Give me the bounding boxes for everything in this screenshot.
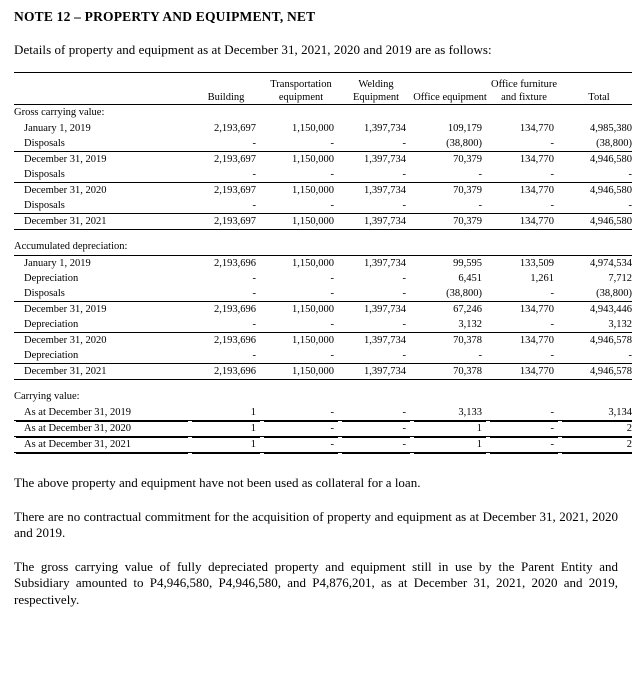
cell-office-furniture: 134,770 — [519, 335, 554, 346]
cell-office-furniture: 134,770 — [488, 364, 560, 380]
cell-total: (38,800) — [560, 286, 632, 302]
cell-welding: 1,397,734 — [364, 123, 406, 134]
cell-office-equipment: 70,379 — [453, 154, 482, 165]
table-row — [14, 214, 632, 230]
cell-transportation: - — [262, 198, 340, 214]
cell-transportation: 1,150,000 — [292, 304, 334, 315]
cell-office-equipment: 3,132 — [412, 317, 488, 333]
cell-building: - — [190, 167, 262, 183]
row-label: Disposals — [14, 136, 190, 152]
cell-welding: 1,397,734 — [364, 304, 406, 315]
cell-welding: - — [340, 198, 412, 214]
cell-building: 2,193,696 — [214, 335, 256, 346]
row-label: Disposals — [14, 286, 190, 302]
table-row — [14, 405, 632, 421]
cell-office-equipment: 1 — [412, 421, 488, 437]
cell-office-equipment: 70,378 — [453, 335, 482, 346]
cell-total: 4,946,580 — [590, 185, 632, 196]
section-title-carrying: Carrying value: — [14, 391, 80, 402]
row-label: As at December 31, 2019 — [14, 405, 190, 421]
cell-transportation: - — [262, 317, 340, 333]
section-gap — [14, 230, 632, 240]
cell-welding: - — [340, 167, 412, 183]
cell-office-furniture: - — [488, 317, 560, 333]
header-office-equipment-line1 — [412, 78, 488, 91]
cell-welding: - — [340, 286, 412, 302]
cell-building: - — [252, 273, 256, 284]
cell-total: - — [560, 198, 632, 214]
header-blank-2 — [14, 91, 190, 105]
table-row — [14, 437, 632, 453]
cell-office-furniture: 134,770 — [519, 154, 554, 165]
cell-total: (38,800) — [560, 136, 632, 152]
cell-transportation: - — [262, 437, 340, 453]
property-equipment-table — [14, 72, 632, 453]
table-row — [14, 121, 632, 136]
cell-transportation: 1,150,000 — [262, 214, 340, 230]
cell-transportation: - — [262, 167, 340, 183]
cell-building: 2,193,697 — [214, 185, 256, 196]
section-header-accumulated — [14, 239, 632, 256]
cell-total: - — [560, 167, 632, 183]
cell-total: 4,946,578 — [590, 335, 632, 346]
cell-office-furniture: - — [488, 198, 560, 214]
cell-office-equipment: 99,595 — [453, 258, 482, 269]
cell-transportation: - — [262, 348, 340, 364]
footer-paragraph-fully-depreciated: The gross carrying value of fully depreciated property and equipment still in use by the Parent Entity and Subsidiary amounted to P4,946,580, P4,946,580, and P4,876,201, as at December 31, 2021, 2020 and 2019, respectively. — [14, 558, 618, 607]
table-row — [14, 152, 632, 168]
table-header-row-2 — [14, 91, 632, 105]
table-row — [14, 317, 632, 333]
cell-office-equipment: - — [412, 198, 488, 214]
cell-total: 2 — [560, 421, 632, 437]
cell-total: - — [560, 348, 632, 364]
table-header-row-1 — [14, 78, 632, 91]
cell-welding: 1,397,734 — [340, 214, 412, 230]
cell-total: 4,943,446 — [590, 304, 632, 315]
footer-paragraph-commitment: There are no contractual commitment for the acquisition of property and equipment as at December 31, 2021, 2020 and 2019. — [14, 508, 618, 540]
cell-welding: 1,397,734 — [364, 185, 406, 196]
cell-office-furniture: - — [488, 136, 560, 152]
header-total-line1 — [560, 78, 632, 91]
cell-office-equipment: 70,379 — [412, 214, 488, 230]
cell-welding: - — [340, 348, 412, 364]
cell-office-furniture: - — [488, 421, 560, 437]
section-header-carrying — [14, 389, 632, 405]
header-transportation-line2: equipment — [262, 91, 340, 105]
cell-transportation: 1,150,000 — [262, 364, 340, 380]
page-title: NOTE 12 – PROPERTY AND EQUIPMENT, NET — [14, 9, 316, 24]
cell-office-furniture: - — [488, 348, 560, 364]
cell-total: 7,712 — [608, 273, 632, 284]
table-row — [14, 271, 632, 286]
cell-total: 4,974,534 — [590, 258, 632, 269]
cell-welding: - — [340, 437, 412, 453]
cell-welding: 1,397,734 — [364, 258, 406, 269]
cell-office-equipment: 6,451 — [458, 273, 482, 284]
cell-building: - — [190, 317, 262, 333]
cell-building: 1 — [190, 437, 262, 453]
cell-building: 2,193,696 — [190, 364, 262, 380]
header-transportation-line1: Transportation — [270, 79, 332, 90]
document-page — [0, 9, 632, 688]
cell-office-furniture: 133,509 — [519, 258, 554, 269]
cell-office-furniture: 134,770 — [519, 123, 554, 134]
cell-office-furniture: - — [488, 437, 560, 453]
table-row — [14, 364, 632, 380]
header-total-line2: Total — [560, 91, 632, 105]
cell-office-equipment: 70,378 — [412, 364, 488, 380]
row-label: January 1, 2019 — [24, 123, 91, 134]
row-label: January 1, 2019 — [24, 258, 91, 269]
cell-office-equipment: - — [412, 348, 488, 364]
row-label: As at December 31, 2021 — [14, 437, 190, 453]
row-label: December 31, 2019 — [24, 154, 107, 165]
cell-building: - — [190, 286, 262, 302]
row-label: December 31, 2020 — [24, 185, 107, 196]
cell-welding: - — [340, 421, 412, 437]
table-row — [14, 286, 632, 302]
header-welding-line1: Welding — [358, 79, 394, 90]
header-office-equipment-line2: Office equipment — [413, 92, 487, 103]
cell-welding: 1,397,734 — [364, 154, 406, 165]
cell-building: 1 — [190, 405, 262, 421]
row-label: December 31, 2020 — [24, 335, 107, 346]
table-row — [14, 136, 632, 152]
cell-transportation: - — [262, 136, 340, 152]
table-row — [14, 256, 632, 272]
footer-paragraph-collateral: The above property and equipment have not been used as collateral for a loan. — [14, 475, 421, 490]
cell-building: 2,193,697 — [214, 154, 256, 165]
cell-transportation: - — [262, 286, 340, 302]
header-office-furniture-line1: Office furniture — [491, 79, 557, 90]
intro-paragraph: Details of property and equipment as at December 31, 2021, 2020 and 2019 are as follows: — [14, 42, 492, 57]
cell-office-equipment: (38,800) — [412, 286, 488, 302]
row-label: December 31, 2019 — [24, 304, 107, 315]
table-row — [14, 183, 632, 199]
cell-office-equipment: 67,246 — [453, 304, 482, 315]
cell-building: 2,193,697 — [214, 123, 256, 134]
cell-office-furniture: 134,770 — [519, 304, 554, 315]
cell-building: 1 — [190, 421, 262, 437]
row-label: As at December 31, 2020 — [14, 421, 190, 437]
cell-welding: - — [402, 273, 406, 284]
table-row — [14, 421, 632, 437]
header-blank-1 — [14, 78, 190, 91]
row-label: Depreciation — [14, 348, 190, 364]
cell-welding: - — [340, 317, 412, 333]
row-label: Depreciation — [14, 317, 190, 333]
section-gap — [14, 380, 632, 390]
cell-transportation: - — [262, 405, 340, 421]
section-header-gross — [14, 105, 632, 122]
cell-transportation: 1,150,000 — [292, 258, 334, 269]
cell-welding: 1,397,734 — [340, 364, 412, 380]
cell-office-equipment: 109,179 — [447, 123, 482, 134]
cell-transportation: - — [262, 421, 340, 437]
cell-transportation: 1,150,000 — [292, 335, 334, 346]
cell-office-furniture: 1,261 — [530, 273, 554, 284]
cell-transportation: 1,150,000 — [292, 123, 334, 134]
header-building-line1 — [190, 78, 262, 91]
table-row — [14, 302, 632, 318]
cell-transportation: 1,150,000 — [292, 154, 334, 165]
cell-building: - — [190, 348, 262, 364]
cell-office-equipment: 1 — [412, 437, 488, 453]
cell-office-furniture: 134,770 — [519, 185, 554, 196]
cell-total: 4,946,580 — [590, 154, 632, 165]
cell-total: 4,946,580 — [560, 214, 632, 230]
header-building-line2: Building — [190, 91, 262, 105]
cell-transportation: - — [330, 273, 334, 284]
section-title-accumulated: Accumulated depreciation: — [14, 239, 632, 256]
cell-welding: 1,397,734 — [364, 335, 406, 346]
header-welding-line2: Equipment — [340, 91, 412, 105]
cell-office-equipment: - — [412, 167, 488, 183]
section-title-gross: Gross carrying value: — [14, 107, 105, 118]
cell-building: - — [190, 198, 262, 214]
cell-total: 4,985,380 — [590, 123, 632, 134]
table-row — [14, 198, 632, 214]
row-label: Depreciation — [24, 273, 79, 284]
row-label: Disposals — [14, 167, 190, 183]
cell-total: 3,132 — [560, 317, 632, 333]
row-label: Disposals — [14, 198, 190, 214]
cell-total: 4,946,578 — [560, 364, 632, 380]
header-office-furniture-line2: and fixture — [488, 91, 560, 105]
table-row — [14, 167, 632, 183]
cell-office-equipment: 3,133 — [412, 405, 488, 421]
cell-office-furniture: - — [488, 405, 560, 421]
table-row — [14, 348, 632, 364]
cell-building: 2,193,696 — [214, 258, 256, 269]
cell-welding: - — [340, 405, 412, 421]
cell-office-furniture: 134,770 — [488, 214, 560, 230]
cell-total: 3,134 — [560, 405, 632, 421]
cell-building: - — [190, 136, 262, 152]
cell-office-furniture: - — [488, 286, 560, 302]
cell-building: 2,193,697 — [190, 214, 262, 230]
cell-welding: - — [340, 136, 412, 152]
cell-office-equipment: (38,800) — [412, 136, 488, 152]
cell-office-equipment: 70,379 — [453, 185, 482, 196]
row-label: December 31, 2021 — [14, 364, 190, 380]
table-row — [14, 333, 632, 349]
cell-transportation: 1,150,000 — [292, 185, 334, 196]
cell-building: 2,193,696 — [214, 304, 256, 315]
row-label: December 31, 2021 — [14, 214, 190, 230]
cell-total: 2 — [560, 437, 632, 453]
cell-office-furniture: - — [488, 167, 560, 183]
